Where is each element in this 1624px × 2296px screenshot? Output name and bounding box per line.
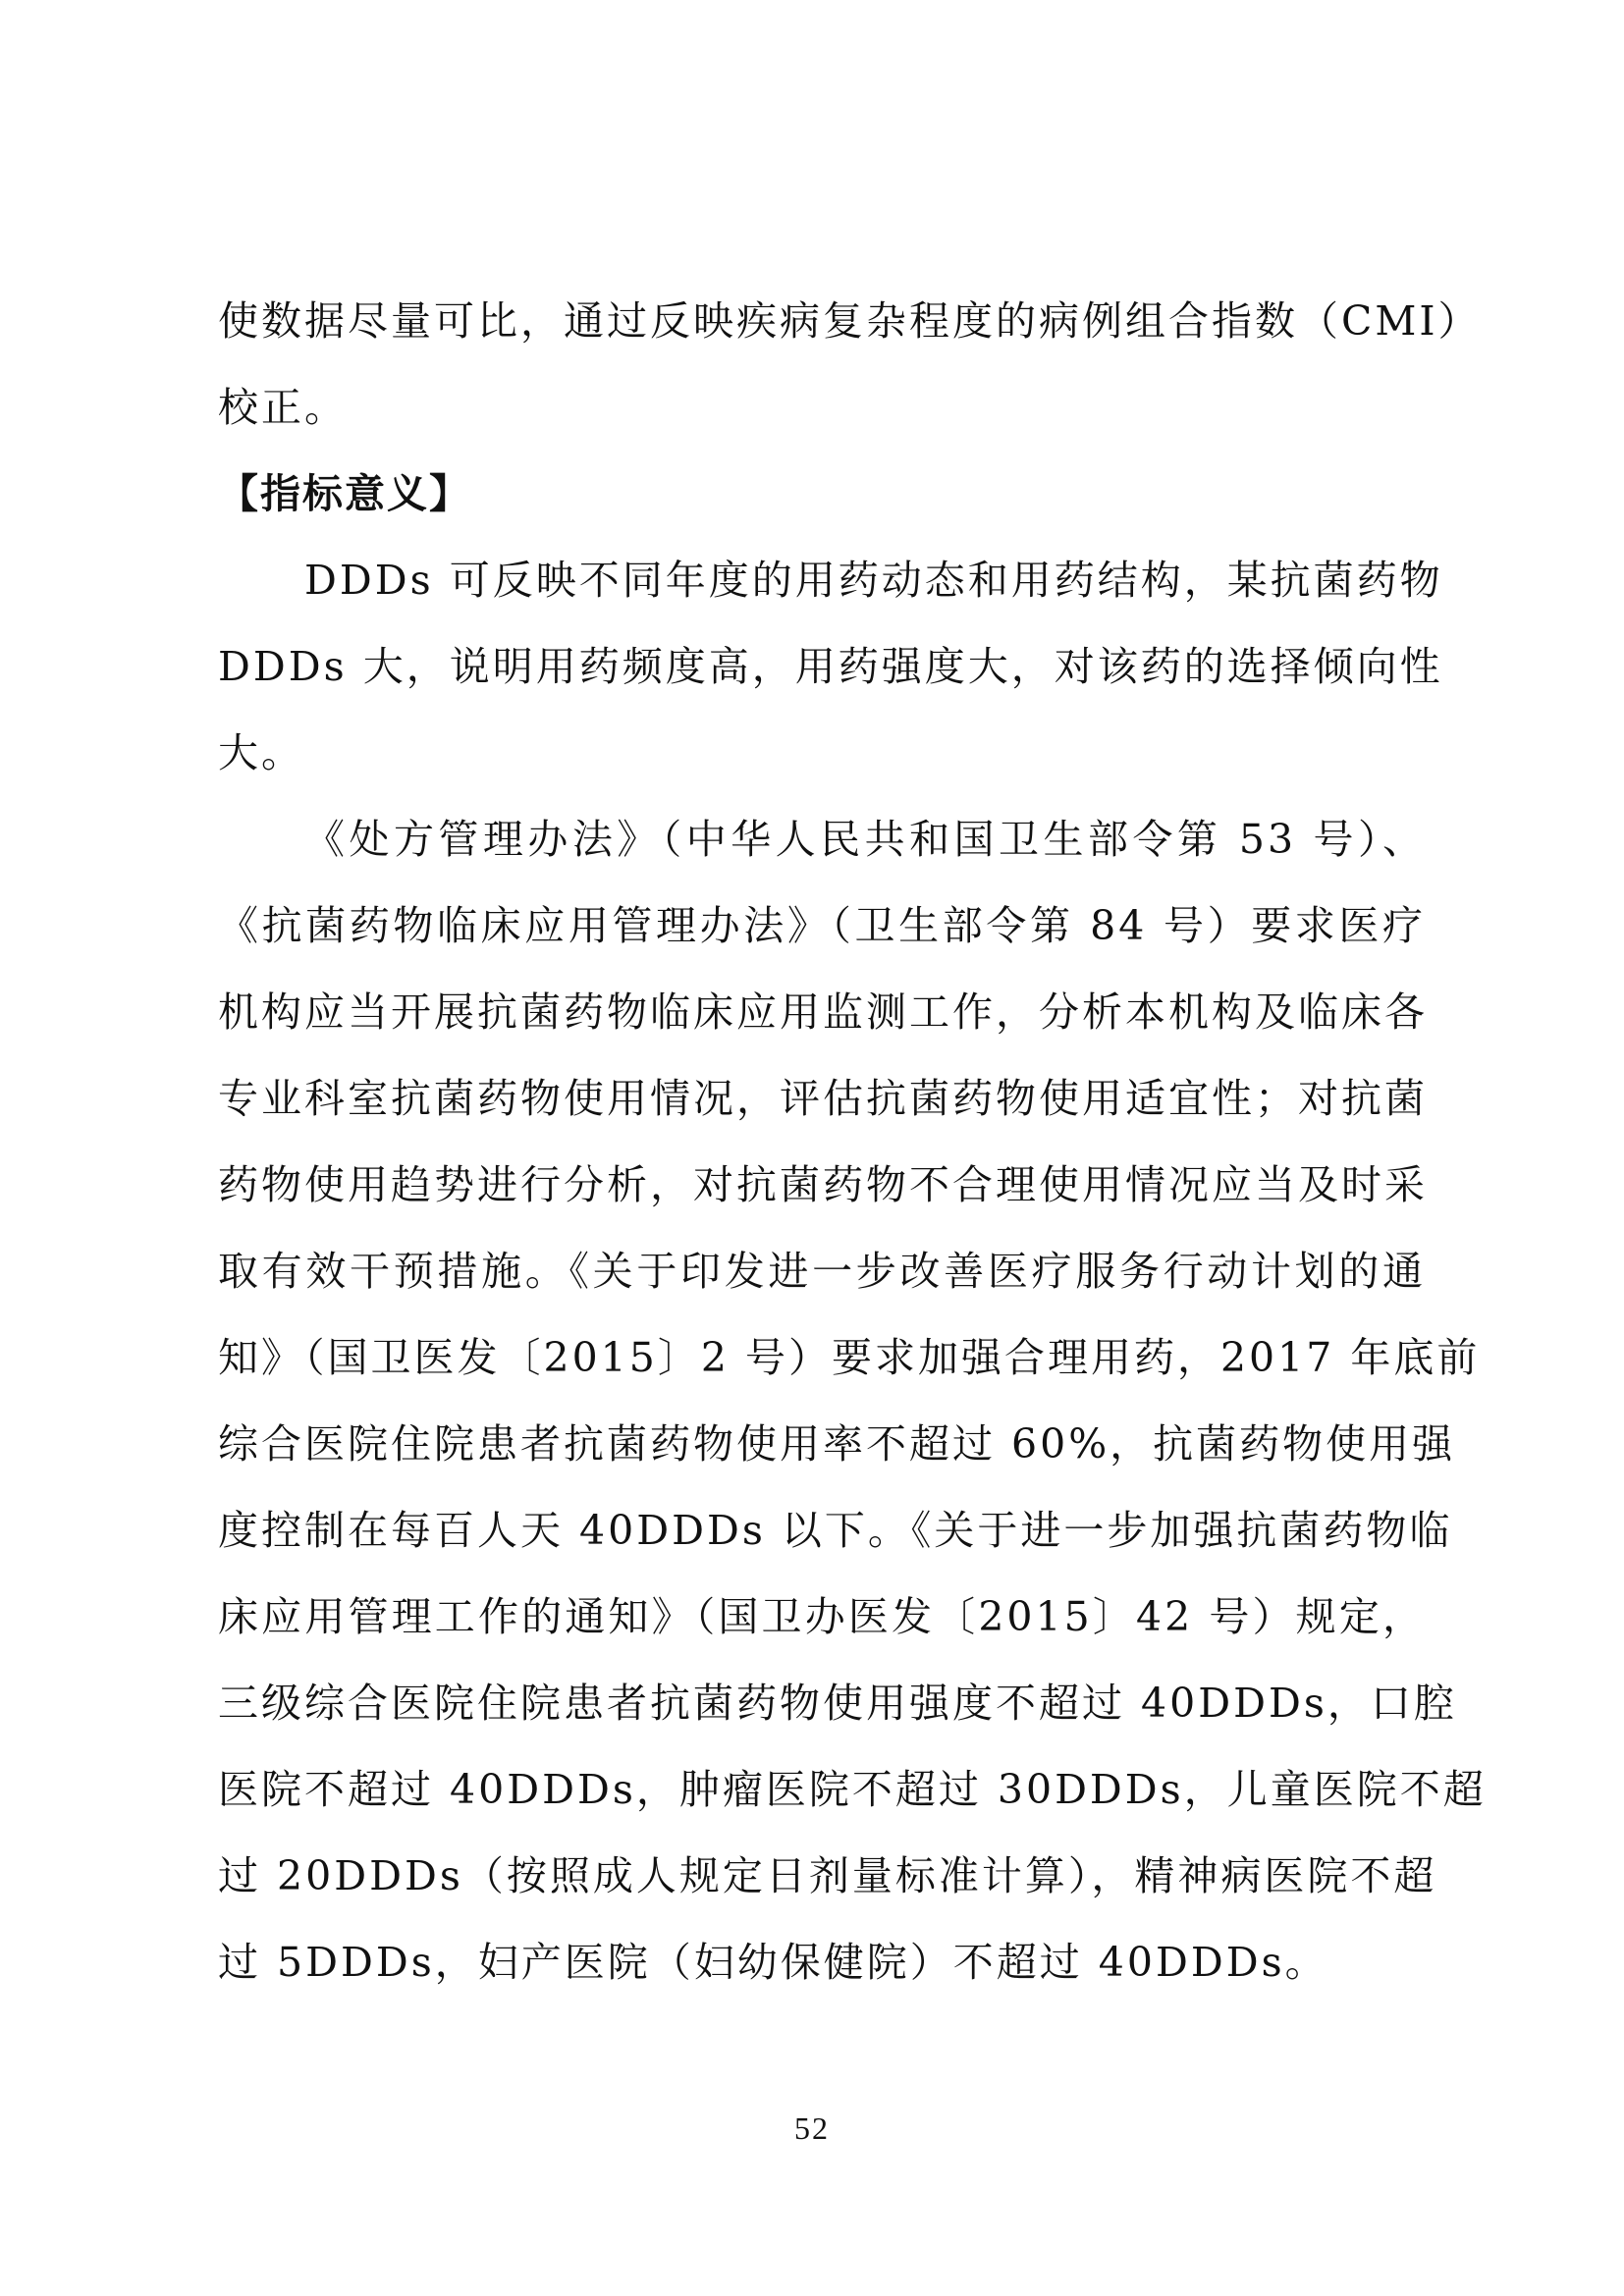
text-line: DDDs 可反映不同年度的用药动态和用药结构，某抗菌药物 [304,557,1443,604]
text-line: DDDs 大，说明用药频度高，用药强度大，对该药的选择倾向性 [218,643,1443,690]
text-line: 校正。 [218,384,348,431]
text-line: 医院不超过 40DDDs，肿瘤医院不超过 30DDDs，儿童医院不超 [218,1766,1487,1813]
text-line: 床应用管理工作的通知》（国卫办医发〔2015〕42 号）规定， [218,1593,1426,1640]
text-line: 过 20DDDs（按照成人规定日剂量标准计算），精神病医院不超 [218,1852,1437,1899]
text-line: 知》（国卫医发〔2015〕2 号）要求加强合理用药，2017 年底前 [218,1334,1481,1381]
text-line: 大。 [218,729,304,776]
text-line: 过 5DDDs，妇产医院（妇幼保健院）不超过 40DDDs。 [218,1939,1328,1986]
body-text [218,278,1487,2005]
text-line: 机构应当开展抗菌药物临床应用监测工作，分析本机构及临床各 [218,988,1428,1036]
text-line: 使数据尽量可比，通过反映疾病复杂程度的病例组合指数（CMI） [218,297,1482,345]
text-line: 度控制在每百人天 40DDDs 以下。《关于进一步加强抗菌药物临 [218,1507,1453,1554]
text-line: 取有效干预措施。《关于印发进一步改善医疗服务行动计划的通 [218,1248,1426,1295]
page-number: 52 [794,2110,830,2146]
text-line: 药物使用趋势进行分析，对抗菌药物不合理使用情况应当及时采 [218,1161,1428,1208]
section-heading: 【指标意义】 [218,470,471,517]
text-line: 《处方管理办法》（中华人民共和国卫生部令第 53 号）、 [304,816,1426,863]
text-line: 综合医院住院患者抗菌药物使用率不超过 60%，抗菌药物使用强 [218,1420,1456,1468]
text-line: 专业科室抗菌药物使用情况，评估抗菌药物使用适宜性；对抗菌 [218,1075,1428,1122]
text-line: 《抗菌药物临床应用管理办法》（卫生部令第 84 号）要求医疗 [218,902,1426,949]
text-line: 三级综合医院住院患者抗菌药物使用强度不超过 40DDDs，口腔 [218,1680,1457,1727]
